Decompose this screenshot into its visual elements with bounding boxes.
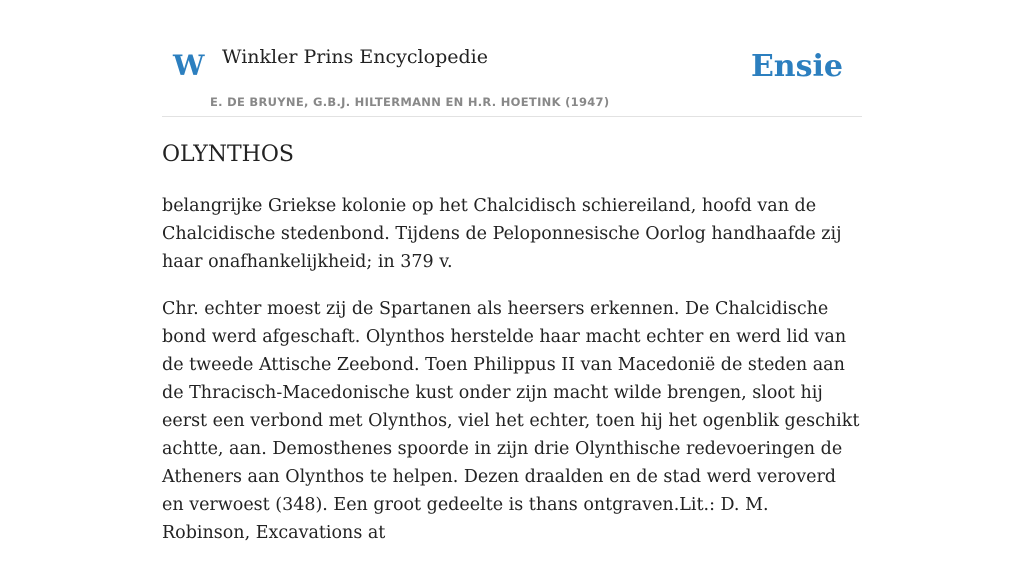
brand-logo[interactable]: Ensie bbox=[750, 49, 843, 84]
source-authors: E. DE BRUYNE, G.B.J. HILTERMANN EN H.R. HOETINK (1947) bbox=[210, 95, 610, 109]
article-paragraph: belangrijke Griekse kolonie op het Chalcidisch schiereiland, hoofd van de Chalcidische stedenbond. Tijdens de Peloponnesische Oorlog handhaafde zij haar onafhankelijkheid; in 379 v. bbox=[162, 196, 842, 272]
article-title: OLYNTHOS bbox=[162, 142, 294, 167]
source-logo[interactable]: W bbox=[173, 49, 205, 82]
article-body bbox=[162, 192, 862, 566]
source-header bbox=[162, 0, 862, 117]
source-title-link[interactable]: Winkler Prins Encyclopedie bbox=[222, 46, 488, 68]
article-paragraph: Chr. echter moest zij de Spartanen als heersers erkennen. De Chalcidische bond werd afgeschaft. Olynthos herstelde haar macht echter en werd lid van de tweede Attische Zeebond. Toen Philippus II van Macedonië de steden aan de Thracisch-Macedonische kust onder zijn macht wilde brengen, sloot hij eerst een verbond met Olynthos, viel het echter, toen hij het ogenblik geschikt achtte, aan. Demosthenes spoorde in zijn drie Olynthische redevoeringen de Atheners aan Olynthos te helpen. Dezen draalden en de stad werd veroverd en verwoest (348). Een groot gedeelte is thans ontgraven.Lit.: D. M. Robinson, Excavations at bbox=[162, 299, 860, 543]
